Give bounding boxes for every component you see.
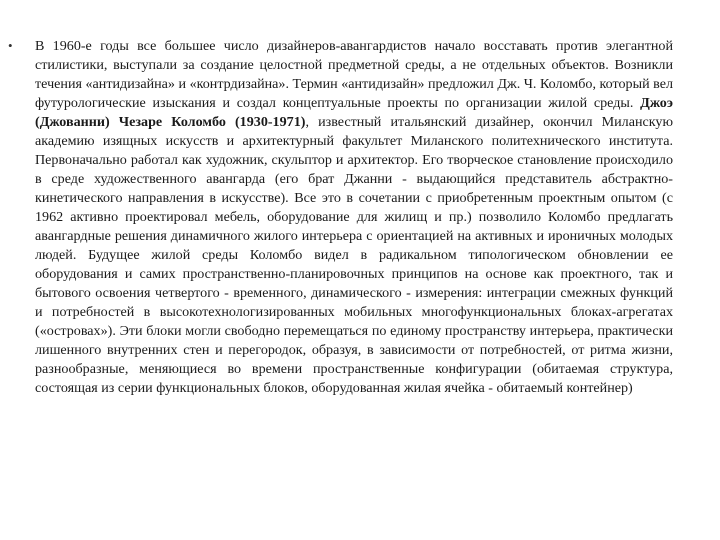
- paragraph-intro: В 1960-е годы все большее число дизайнеров-авангардистов начало восставать против элегантной стилистики, выступали за создание целостной предметной среды, а не отдельных объектов. Возникли течения «антидизайна» и «контрдизайна». Термин «антидизайн» предложил Дж. Ч. Коломбо, который вел футурологические изыскания и создал концептуальные проекты по организации жилой среды.: [35, 38, 673, 111]
- bullet-point: •: [8, 38, 13, 53]
- main-paragraph: [35, 37, 673, 398]
- paragraph-body: , известный итальянский дизайнер, окончил Миланскую академию изящных искусств и архитектурный факультет Миланского политехнического института. Первоначально работал как художник, скульптор и архитектор. Его творческое становление происходило в среде художественного авангарда (его брат Джанни - выдающийся представитель абстрактно-кинетического направления в искусстве). Все это в сочетании с приобретенным проектным опытом (с 1962 активно проектировал мебель, оборудование для жилищ и пр.) позволило Коломбо предлагать авангардные решения динамичного жилого интерьера с ориентацией на активных и ироничных молодых людей. Будущее жилой среды Коломбо видел в радикальном типологическом обновлении ее оборудования и самих пространственно-планировочных принципов на основе как проектного, так и бытового освоения четвертого - временного, динамического - измерения: интеграции смежных функций и потребностей в высокотехнологизированных мобильных многофункциональных блоках-агрегатах («островах»). Эти блоки могли свободно перемещаться по единому пространству интерьера, практически лишенного внутренних стен и перегородок, образуя, в зависимости от потребностей, от ритма жизни, разнообразные, меняющиеся во времени пространственные конфигурации (обитаемая структура, состоящая из серии функциональных блоков, оборудованная жилая ячейка - обитаемый контейнер): [35, 114, 673, 396]
- designer-name: Джоэ (Джованни) Чезаре Коломбо (1930-1971): [35, 95, 673, 130]
